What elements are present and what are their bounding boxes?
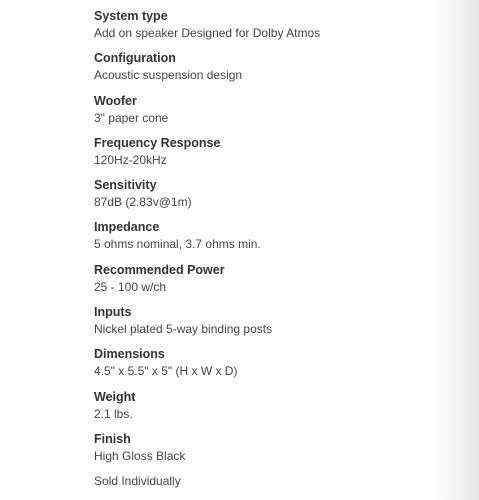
spec-system-type xyxy=(94,8,459,50)
spec-label: Weight xyxy=(94,389,136,404)
spec-label: Frequency Response xyxy=(94,135,221,150)
spec-label: Impedance xyxy=(94,220,160,235)
spec-value: Acoustic suspension design xyxy=(94,68,243,83)
spec-value: 4.5" x 5.5" x 5" (H x W x D) xyxy=(94,364,238,379)
spec-label: Dimensions xyxy=(94,347,165,362)
spec-dimensions xyxy=(94,346,459,388)
spec-finish xyxy=(94,431,459,473)
spec-frequency-response xyxy=(94,135,459,177)
spec-value: 5 ohms nominal, 3.7 ohms min. xyxy=(94,237,261,252)
spec-label: Woofer xyxy=(94,93,137,108)
spec-recommended-power xyxy=(94,262,459,304)
spec-label: Finish xyxy=(94,431,131,446)
spec-impedance xyxy=(94,219,459,261)
specifications-list xyxy=(94,8,459,473)
spec-value: Nickel plated 5-way binding posts xyxy=(94,322,273,337)
spec-value: High Gloss Black xyxy=(94,448,186,463)
spec-configuration xyxy=(94,50,459,92)
spec-value: 3" paper cone xyxy=(94,110,169,125)
sold-individually-note: Sold Individually xyxy=(94,474,181,488)
spec-value: 2.1 lbs. xyxy=(94,406,133,421)
spec-inputs xyxy=(94,304,459,346)
spec-label: System type xyxy=(94,9,168,23)
spec-value: 120Hz-20kHz xyxy=(94,152,167,167)
spec-weight xyxy=(94,389,459,431)
spec-value: 25 - 100 w/ch xyxy=(94,279,167,294)
spec-label: Sensitivity xyxy=(94,178,157,193)
spec-label: Inputs xyxy=(94,305,132,320)
spec-sensitivity xyxy=(94,177,459,219)
spec-value: 87dB (2.83v@1m) xyxy=(94,195,192,210)
spec-label: Recommended Power xyxy=(94,262,225,277)
spec-label: Configuration xyxy=(94,51,176,66)
spec-value: Add on speaker Designed for Dolby Atmos xyxy=(94,26,321,40)
spec-woofer xyxy=(94,93,459,135)
